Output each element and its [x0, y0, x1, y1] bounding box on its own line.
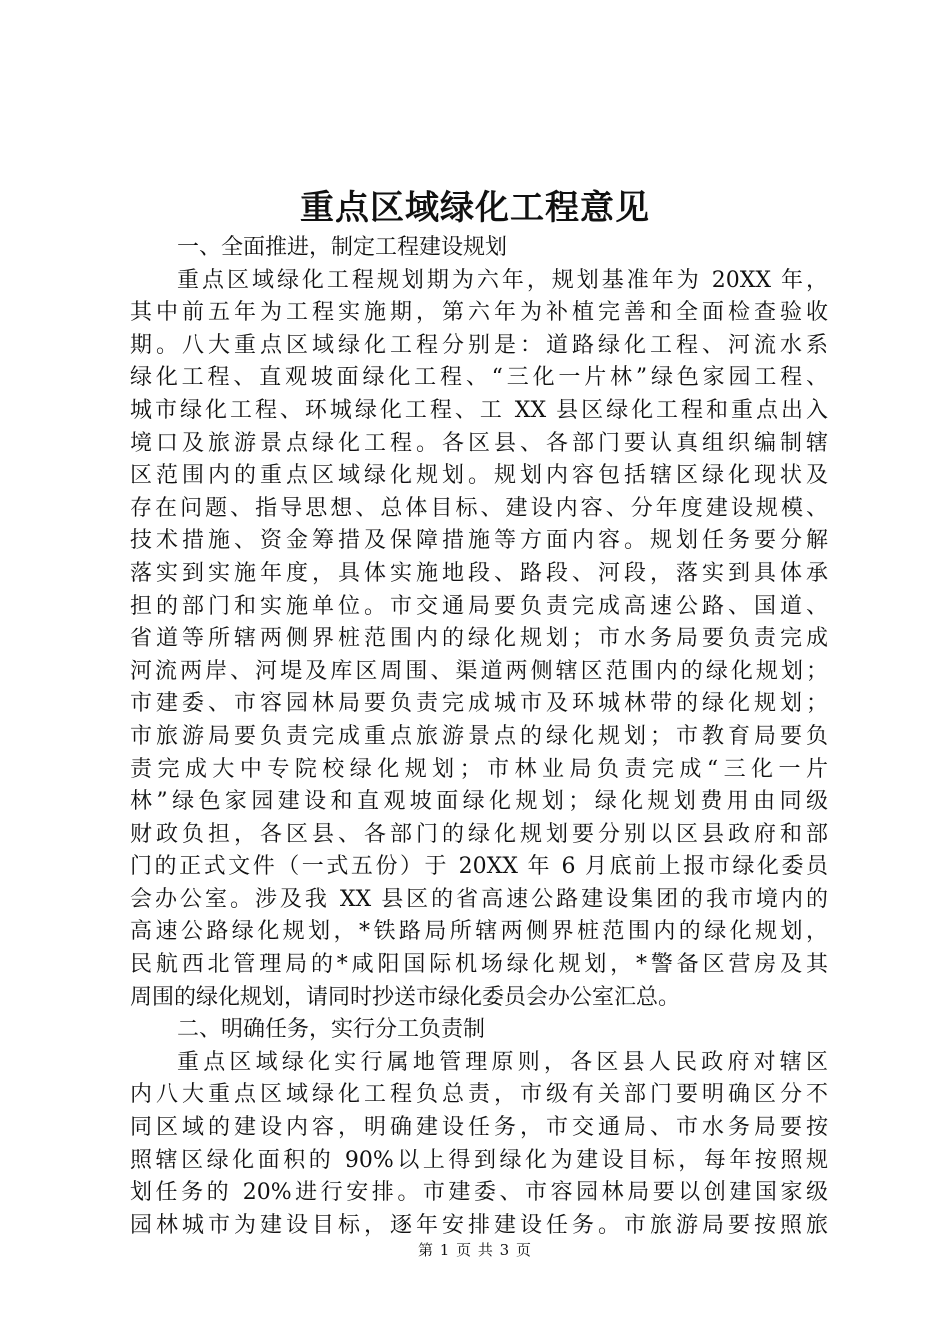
body-line: 责完成大中专院校绿化规划；市林业局负责完成“三化一片 — [130, 756, 828, 782]
body-line: 一、全面推进，制定工程建设规划 — [177, 235, 508, 260]
body-line: 期。八大重点区域绿化工程分别是：道路绿化工程、河流水系 — [130, 332, 828, 358]
body-line: 财政负担，各区县、各部门的绿化规划要分别以区县政府和部 — [130, 821, 828, 847]
body-line: 划任务的 20%进行安排。市建委、市容园林局要以创建国家级 — [130, 1180, 828, 1206]
body-line: 内八大重点区域绿化工程负总责，市级有关部门要明确区分不 — [130, 1082, 828, 1108]
body-line: 绿化工程、直观坡面绿化工程、“三化一片林”绿色家园工程、 — [130, 365, 828, 391]
body-line: 市建委、市容园林局要负责完成城市及环城林带的绿化规划； — [130, 691, 828, 717]
body-line: 担的部门和实施单位。市交通局要负责完成高速公路、国道、 — [130, 593, 828, 619]
body-line: 省道等所辖两侧界桩范围内的绿化规划；市水务局要负责完成 — [130, 626, 828, 652]
body-line: 存在问题、指导思想、总体目标、建设内容、分年度建设规模、 — [130, 495, 828, 521]
body-line: 重点区域绿化工程规划期为六年，规划基准年为 20XX 年， — [177, 267, 828, 293]
body-line: 技术措施、资金筹措及保障措施等方面内容。规划任务要分解 — [130, 528, 828, 554]
body-line: 周围的绿化规划，请同时抄送市绿化委员会办公室汇总。 — [130, 984, 681, 1010]
body-line: 林”绿色家园建设和直观坡面绿化规划；绿化规划费用由同级 — [130, 789, 828, 815]
body-line: 同区域的建设内容，明确建设任务，市交通局、市水务局要按 — [130, 1115, 828, 1141]
body-line: 高速公路绿化规划，*铁路局所辖两侧界桩范围内的绿化规划， — [130, 919, 828, 945]
body-line: 城市绿化工程、环城绿化工程、工 XX 县区绿化工程和重点出入 — [130, 397, 828, 423]
body-line: 市旅游局要负责完成重点旅游景点的绿化规划；市教育局要负 — [130, 723, 828, 749]
document-body — [130, 232, 828, 1242]
body-line: 照辖区绿化面积的 90%以上得到绿化为建设目标，每年按照规 — [130, 1147, 828, 1173]
page-footer: 第 1 页 共 3 页 — [418, 1241, 532, 1259]
body-line: 落实到实施年度，具体实施地段、路段、河段，落实到具体承 — [130, 560, 828, 586]
body-line: 门的正式文件（一式五份）于 20XX 年 6 月底前上报市绿化委员 — [130, 854, 828, 880]
body-line: 民航西北管理局的*咸阳国际机场绿化规划，*警备区营房及其 — [130, 952, 828, 978]
body-line: 河流两岸、河堤及库区周围、渠道两侧辖区范围内的绿化规划； — [130, 658, 828, 684]
body-line: 二、明确任务，实行分工负责制 — [177, 1017, 486, 1043]
body-line: 重点区域绿化实行属地管理原则，各区县人民政府对辖区 — [177, 1049, 828, 1075]
body-line: 其中前五年为工程实施期，第六年为补植完善和全面检查验收 — [130, 300, 828, 326]
body-line: 园林城市为建设目标，逐年安排建设任务。市旅游局要按照旅 — [130, 1212, 828, 1238]
body-line: 境口及旅游景点绿化工程。各区县、各部门要认真组织编制辖 — [130, 430, 828, 456]
document-title: 重点区域绿化工程意见 — [300, 188, 650, 228]
body-line: 会办公室。涉及我 XX 县区的省高速公路建设集团的我市境内的 — [130, 886, 828, 912]
body-line: 区范围内的重点区域绿化规划。规划内容包括辖区绿化现状及 — [130, 463, 828, 489]
